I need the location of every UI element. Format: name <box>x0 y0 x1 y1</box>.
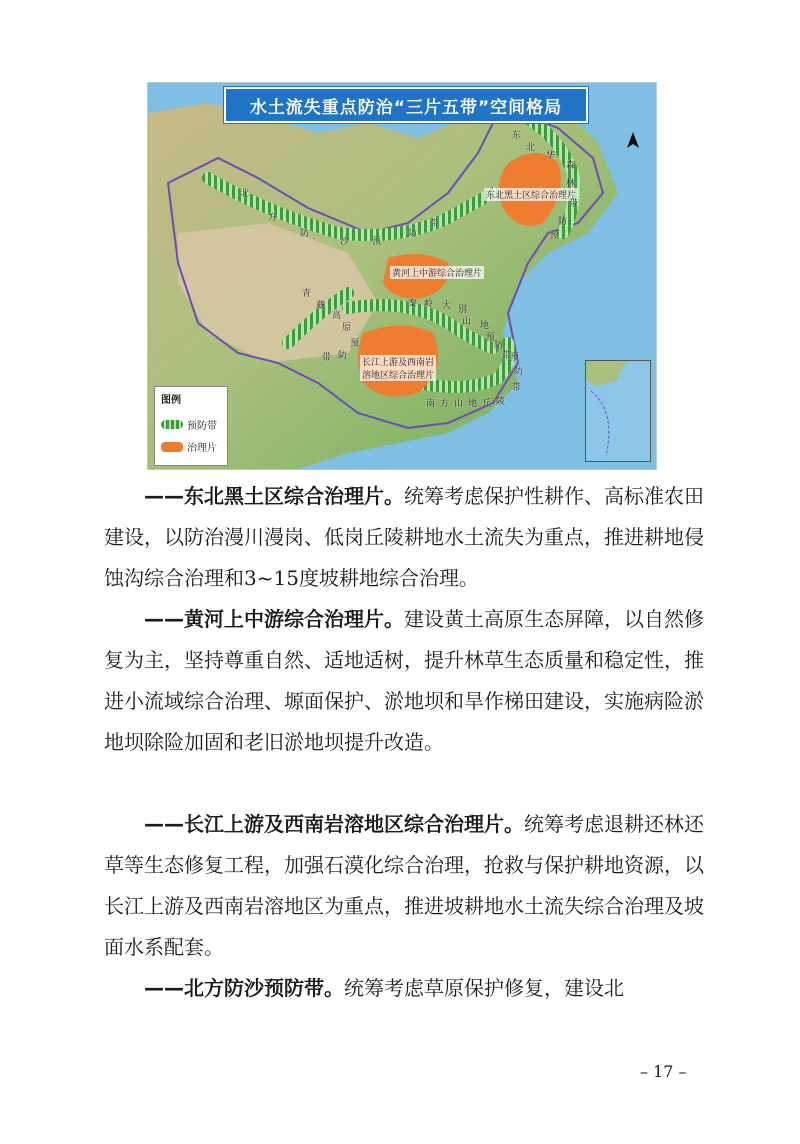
belt-swatch-icon <box>161 420 183 429</box>
map-title: 水土流失重点防治“三片五带”空间格局 <box>224 87 588 123</box>
belt-char: 陵 <box>496 397 506 407</box>
belt-char: 防 <box>300 229 310 239</box>
legend-belt-row <box>161 417 217 432</box>
belt-char: 带 <box>512 383 522 393</box>
belt-char: 大 <box>442 301 452 311</box>
paragraph-lead: ——东北黑土区综合治理片。 <box>144 484 404 508</box>
belt-char: 防 <box>558 217 568 227</box>
legend-zone-label: 治理片 <box>187 443 217 454</box>
south-sea-inset <box>585 360 651 462</box>
paragraph-northeast <box>104 476 704 599</box>
belt-char: 地 <box>468 399 478 409</box>
paragraph-yangtze <box>104 804 704 968</box>
belt-char: 原 <box>342 323 352 333</box>
belt-char: 东 <box>512 131 522 141</box>
paragraph-text: 统筹考虑退耕还林还草等生态修复工程，加强石漠化综合治理，抢救与保护耕地资源，以长江上游及西南岩溶地区为重点，推进坡耕地水土流失综合治理及坡面水系配套。 <box>104 812 704 959</box>
belt-char: 青 <box>302 289 312 299</box>
belt-char: 秦 <box>408 299 418 309</box>
belt-char: 沙 <box>340 237 350 247</box>
belt-char: 预 <box>510 353 520 363</box>
belt-char: 华 <box>546 151 556 161</box>
legend-zone-row <box>161 439 217 454</box>
zone-label-yangtze-1: 长江上游及西南岩 <box>360 355 436 368</box>
belt-char: 预 <box>350 339 360 349</box>
belt-char: 林 <box>566 179 576 189</box>
paragraph-text: 统筹考虑保护性耕作、高标准农田建设，以防治漫川漫岗、低岗丘陵耕地水土流失为重点，推进耕地侵蚀沟综合治理和3~15度坡耕地综合治理。 <box>104 484 704 590</box>
belt-char: 防 <box>338 351 348 361</box>
paragraph-north-sand <box>104 968 704 1009</box>
belt-char: 丘 <box>482 399 492 409</box>
belt-char: 预 <box>550 231 560 241</box>
paragraph-lead: ——黄河上中游综合治理片。 <box>144 607 404 631</box>
belt-char: 防 <box>514 367 524 377</box>
belt-char: 北 <box>240 189 250 199</box>
paragraph-text: 建设黄土高原生态屏障，以自然修复为主，坚持尊重自然、适地适树，提升林草生态质量和稳定性，推进小流域综合治理、塬面保护、淤地坝和旱作梯田建设，实施病险淤地坝除险加固和老旧淤地坝提升改造。 <box>104 607 704 754</box>
belt-char: 高 <box>332 311 342 321</box>
zone-label-northeast: 东北黑土区综合治理片 <box>484 188 578 201</box>
belt-char: 带 <box>430 219 440 229</box>
belt-char: 藏 <box>316 301 326 311</box>
zone-label-yellow-river: 黄河上中游综合治理片 <box>390 266 484 279</box>
belt-char: 带 <box>322 353 332 363</box>
belt-char: 岭 <box>424 299 434 309</box>
belt-char: 预 <box>372 237 382 247</box>
belt-char: 带 <box>502 351 512 361</box>
zone-label-yangtze-2: 溶地区综合治理片 <box>360 368 436 381</box>
paragraph-yellow-river <box>104 599 704 763</box>
paragraph-lead: ——北方防沙预防带。 <box>144 976 344 1000</box>
belt-char: 北 <box>526 143 536 153</box>
belt-char: 带 <box>569 199 579 209</box>
map-legend <box>154 386 228 466</box>
belt-char: 预 <box>486 333 496 343</box>
north-arrow-glyph <box>626 132 640 148</box>
page-number: – 17 – <box>640 1062 687 1081</box>
zone-swatch-icon <box>161 442 183 452</box>
north-arrow-icon <box>626 132 640 151</box>
belt-char: 别 <box>458 305 468 315</box>
belt-char: 山 <box>454 399 464 409</box>
belt-char: 地 <box>480 321 490 331</box>
belt-char: 防 <box>494 341 504 351</box>
belt-char: 方 <box>440 399 450 409</box>
paragraph-lead: ——长江上游及西南岩溶地区综合治理片。 <box>144 812 524 836</box>
belt-char: 防 <box>408 229 418 239</box>
belt-char: 南 <box>426 399 436 409</box>
legend-belt-label: 预防带 <box>187 421 217 432</box>
belt-char: 方 <box>268 213 278 223</box>
belt-char: 森 <box>566 161 576 171</box>
legend-title: 图例 <box>161 395 181 406</box>
inset-map <box>586 361 650 461</box>
paragraph-text: 统筹考虑草原保护修复，建设北 <box>344 976 624 1000</box>
belt-char: 山 <box>462 317 472 327</box>
